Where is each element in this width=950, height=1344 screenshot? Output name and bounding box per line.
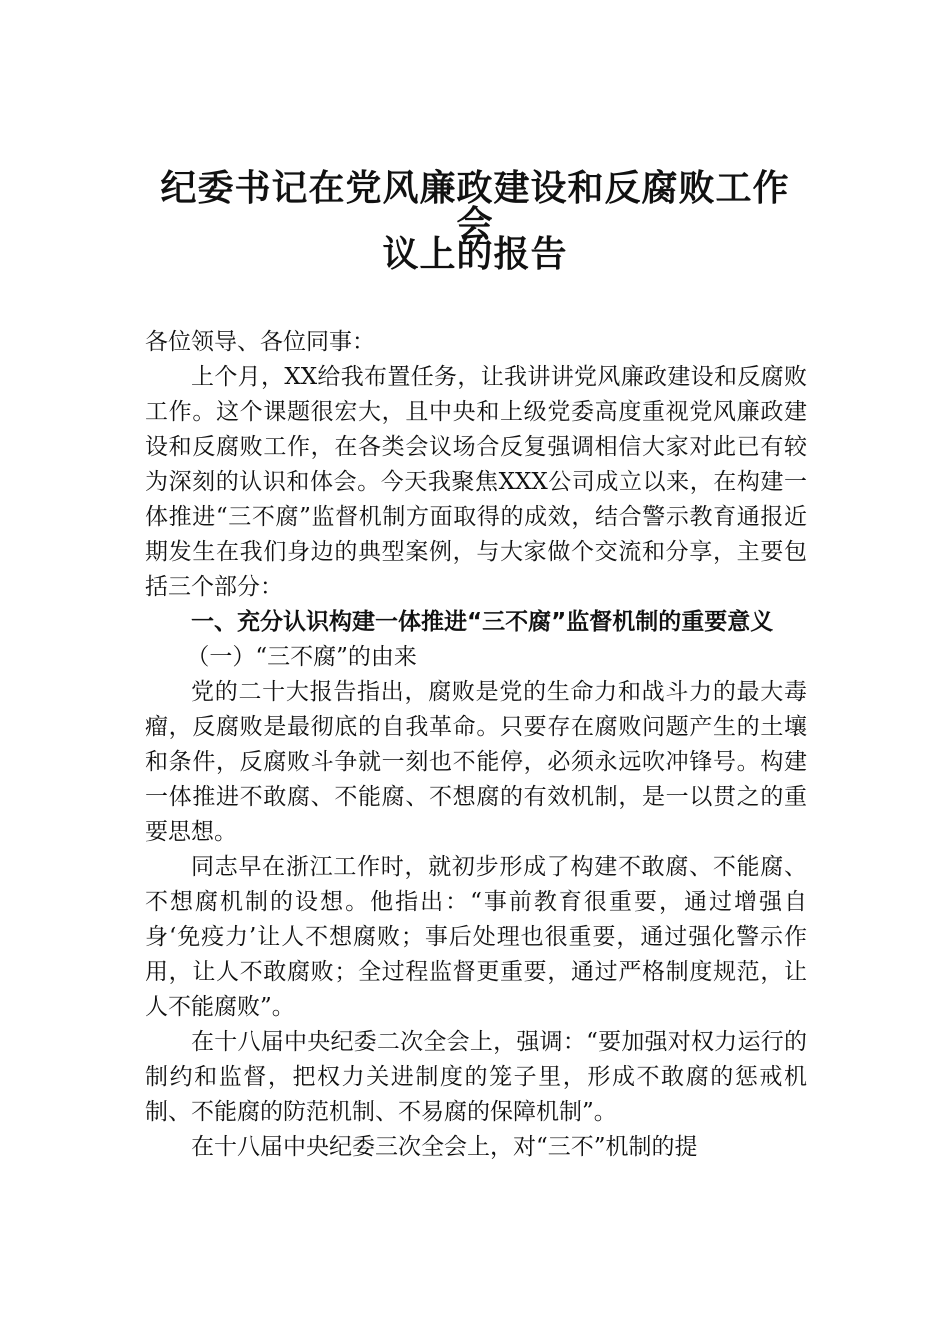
document-title-line-1: 纪委书记在党风廉政建设和反腐败工作会 (160, 167, 790, 245)
document-title-line-2: 议上的报告 (382, 233, 568, 275)
paragraph-intro: 上个月，XX给我布置任务，让我讲讲党风廉政建设和反腐败工作。这个课题很宏大，且中央和上级党委高度重视党风廉政建设和反腐败工作，在各类会议场合反复强调相信大家对此已有较为深刻的认识和体会。今天我聚焦XXX公司成立以来，在构建一体推进“三不腐”监督机制方面取得的成效，结合警示教育通报近期发生在我们身边的典型案例，与大家做个交流和分享，主要包括三个部分： (145, 364, 807, 600)
section-heading-1: 一、充分认识构建一体推进“三不腐”监督机制的重要意义 (191, 609, 774, 635)
document-body (145, 325, 807, 1165)
paragraph-5: 在十八届中央纪委三次全会上，对“三不”机制的提 (191, 1134, 698, 1160)
paragraph-2: 党的二十大报告指出，腐败是党的生命力和战斗力的最大毒瘤，反腐败是最彻底的自我革命。只要存在腐败问题产生的土壤和条件，反腐败斗争就一刻也不能停，必须永远吹冲锋号。构建一体推进不敢腐、不能腐、不想腐的有效机制，是一以贯之的重要思想。 (145, 679, 807, 845)
paragraph-4: 在十八届中央纪委二次全会上，强调：“要加强对权力运行的制约和监督，把权力关进制度的笼子里，形成不敢腐的惩戒机制、不能腐的防范机制、不易腐的保障机制”。 (145, 1029, 807, 1125)
subsection-heading-1: （一）“三不腐”的由来 (186, 644, 417, 670)
paragraph-3: 同志早在浙江工作时，就初步形成了构建不敢腐、不能腐、不想腐机制的设想。他指出：“事前教育很重要，通过增强自身‘免疫力’让人不想腐败；事后处理也很重要，通过强化警示作用，让人不敢腐败；全过程监督更重要，通过严格制度规范，让人不能腐败”。 (145, 854, 807, 1020)
salutation: 各位领导、各位同事： (145, 329, 375, 355)
